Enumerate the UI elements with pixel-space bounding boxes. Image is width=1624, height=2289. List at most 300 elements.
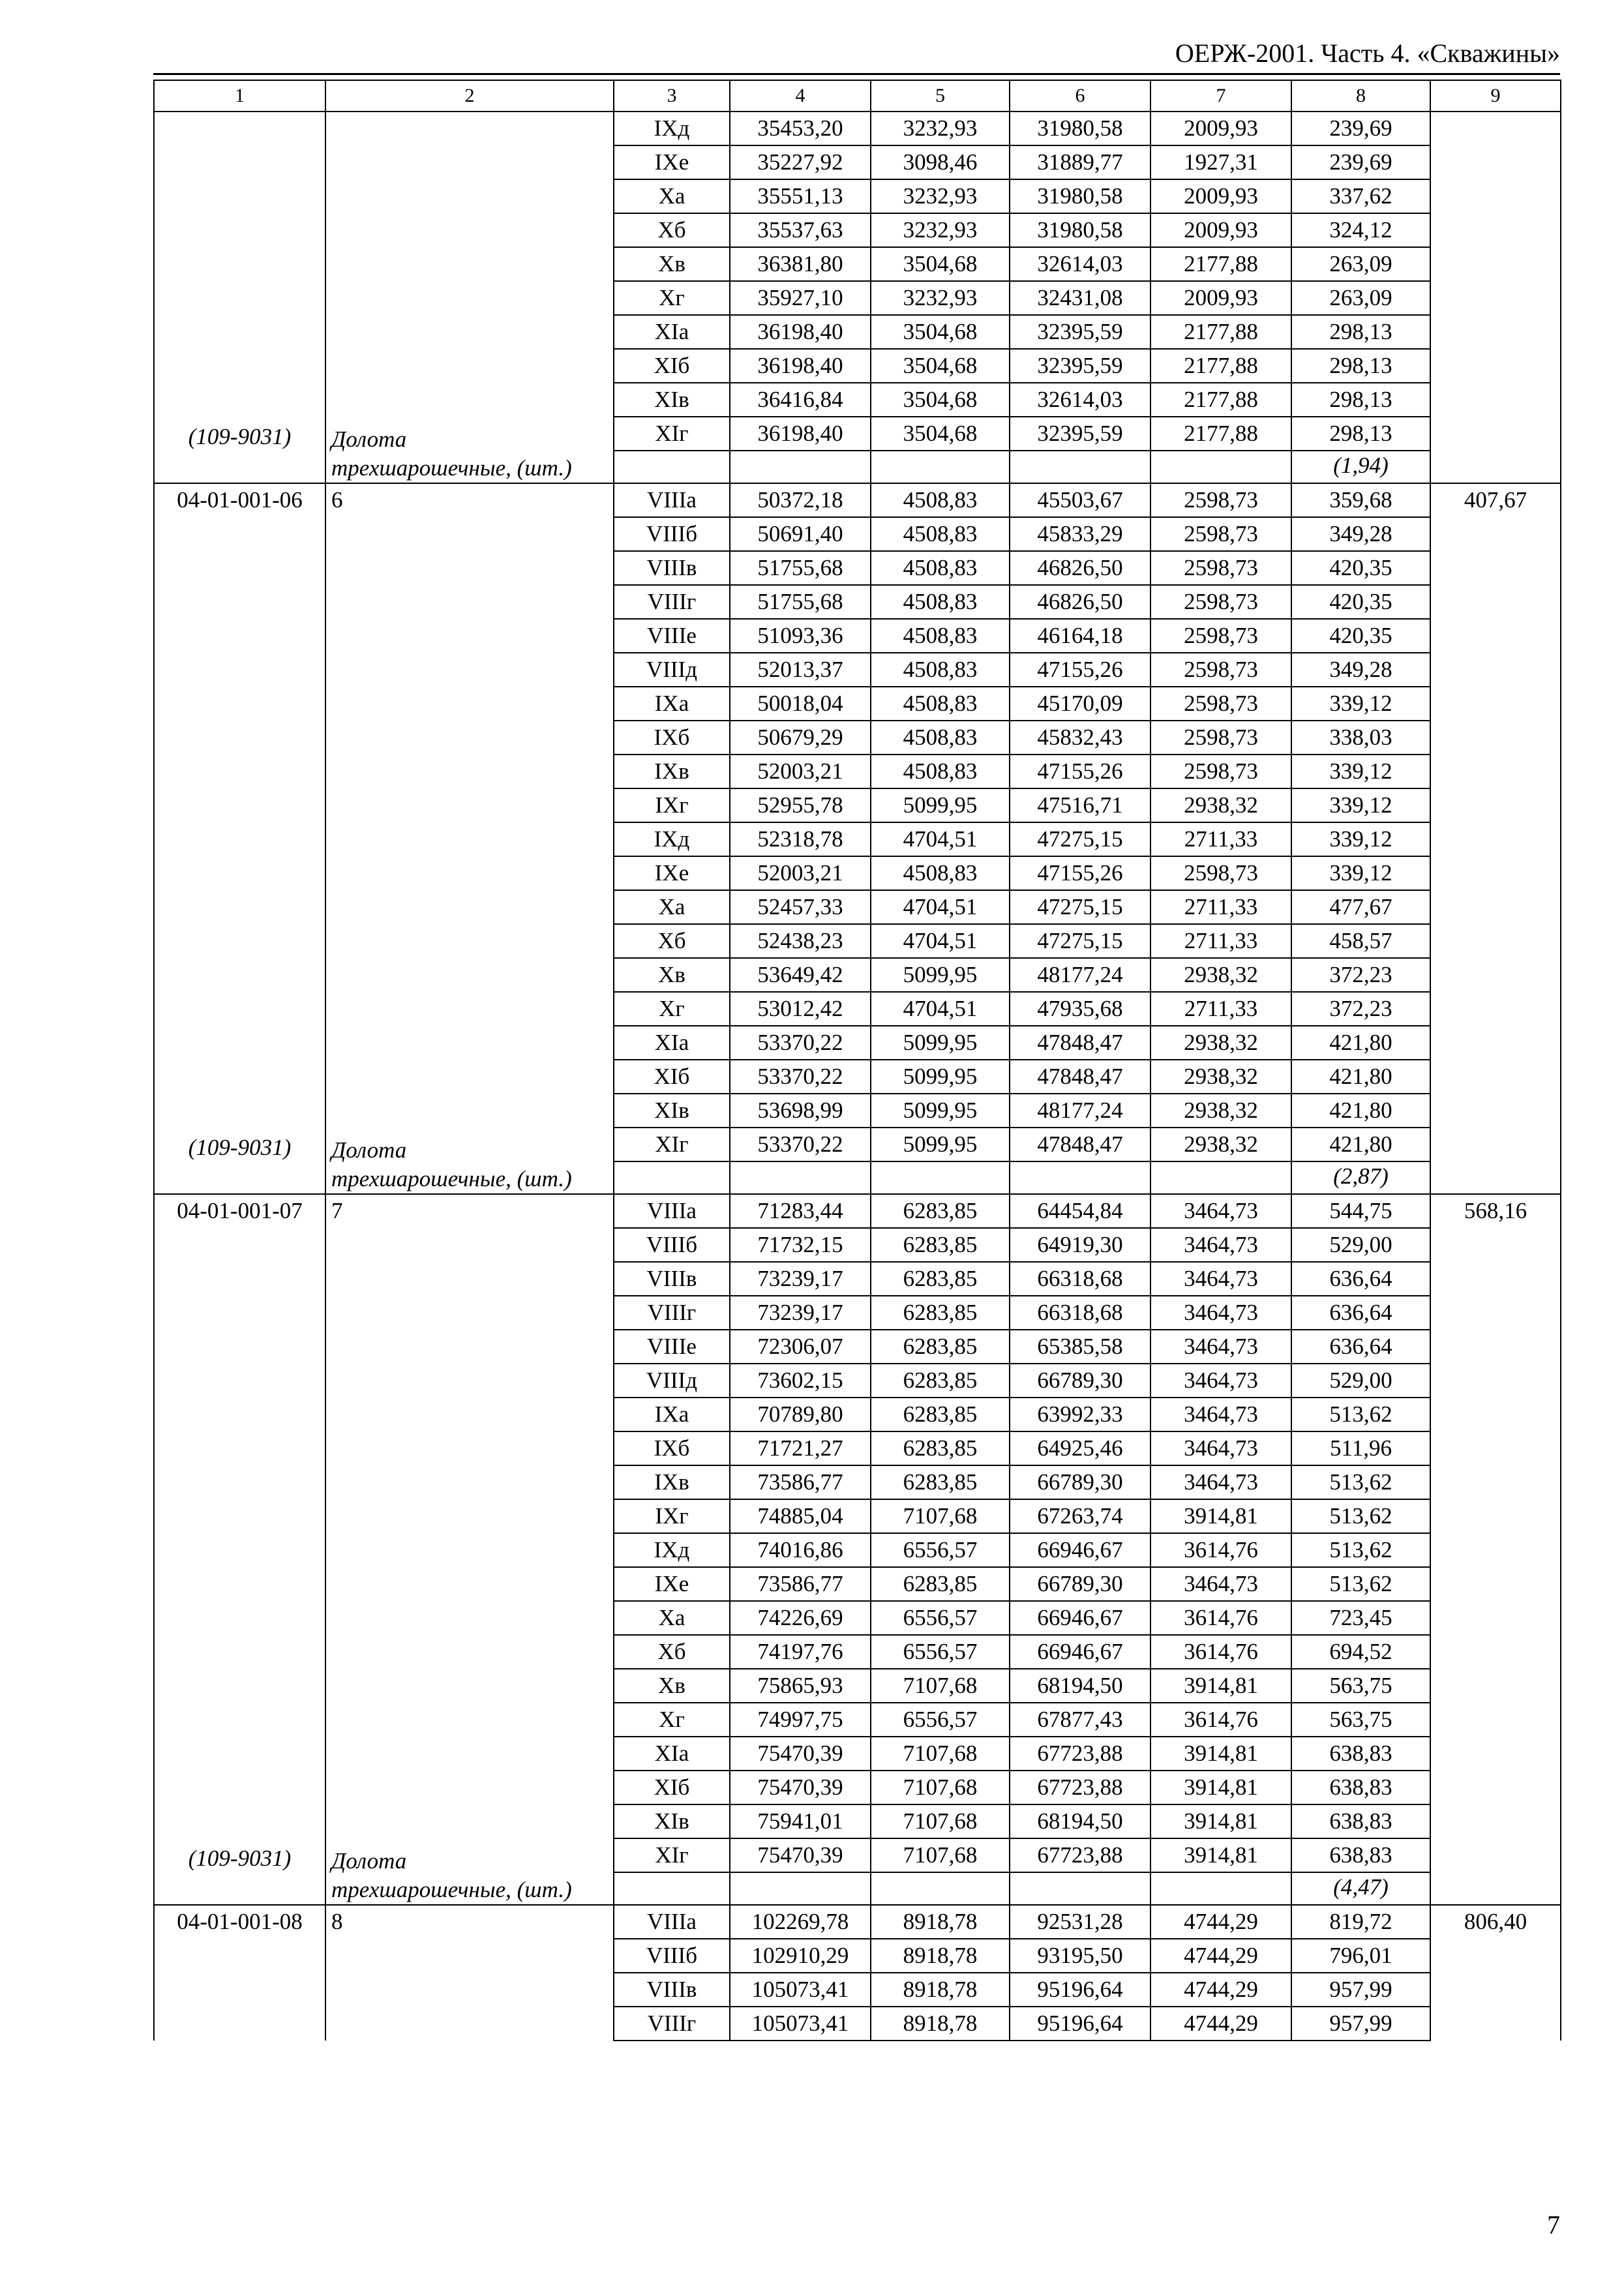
value-cell-col6: 48177,24 [1010, 1094, 1150, 1128]
value-cell-col5: 3098,46 [871, 145, 1010, 179]
value-cell-col6: 45170,09 [1010, 687, 1150, 721]
value-cell-col7: 2009,93 [1150, 281, 1291, 315]
value-cell-col8: 638,83 [1291, 1804, 1430, 1838]
value-cell-col5: 7107,68 [871, 1771, 1010, 1804]
value-cell-col6: 66946,67 [1010, 1635, 1150, 1669]
value-cell-col6: 47275,15 [1010, 924, 1150, 958]
value-cell-col5: 4508,83 [871, 653, 1010, 687]
value-cell-col8: 324,12 [1291, 213, 1430, 247]
value-cell-col4: 75470,39 [730, 1737, 871, 1771]
value-cell-col8: 819,72 [1291, 1905, 1430, 1939]
value-cell-col7: 2598,73 [1150, 856, 1291, 890]
page-number: 7 [1547, 2210, 1560, 2239]
zone-cell: XIа [614, 1026, 730, 1060]
zone-cell: Xа [614, 890, 730, 924]
value-cell-col4: 73586,77 [730, 1567, 871, 1601]
rate-name-cell [325, 1905, 614, 2041]
zone-cell: Xа [614, 1601, 730, 1635]
empty-cell [1010, 1161, 1150, 1194]
rate-name: 6 [331, 487, 343, 513]
zone-cell: Xв [614, 958, 730, 992]
value-cell-col8: 796,01 [1291, 1939, 1430, 1973]
value-cell-col4: 53370,22 [730, 1060, 871, 1094]
value-cell-col4: 52955,78 [730, 788, 871, 822]
value-cell-col7: 3914,81 [1150, 1804, 1291, 1838]
value-cell-col8: 511,96 [1291, 1431, 1430, 1465]
zone-cell: XIв [614, 1094, 730, 1128]
value-cell-col4: 102910,29 [730, 1939, 871, 1973]
value-cell-col8: 339,12 [1291, 822, 1430, 856]
zone-cell: VIIIб [614, 517, 730, 551]
value-cell-col7: 1927,31 [1150, 145, 1291, 179]
zone-cell: VIIIа [614, 1905, 730, 1939]
zone-cell: VIIIб [614, 1228, 730, 1262]
value-cell-col5: 6556,57 [871, 1703, 1010, 1737]
value-cell-col5: 4704,51 [871, 924, 1010, 958]
table-body [154, 80, 1561, 2041]
zone-cell: IXе [614, 856, 730, 890]
value-cell-col8: 337,62 [1291, 179, 1430, 213]
zone-cell: IXг [614, 1499, 730, 1533]
rate-code-cell [154, 483, 325, 1194]
value-cell-col8: 957,99 [1291, 2007, 1430, 2041]
empty-cell [871, 1161, 1010, 1194]
resource-value: (2,87) [1291, 1161, 1430, 1194]
zone-cell: Xг [614, 992, 730, 1026]
zone-cell: IXа [614, 687, 730, 721]
value-cell-col4: 51755,68 [730, 551, 871, 585]
value-cell-col6: 32431,08 [1010, 281, 1150, 315]
value-cell-col6: 95196,64 [1010, 1973, 1150, 2007]
value-cell-col5: 7107,68 [871, 1737, 1010, 1771]
zone-cell: Xб [614, 924, 730, 958]
value-cell-col6: 47848,47 [1010, 1128, 1150, 1161]
value-cell-col6: 47935,68 [1010, 992, 1150, 1026]
value-cell-col7: 4744,29 [1150, 1973, 1291, 2007]
value-cell-col5: 6556,57 [871, 1635, 1010, 1669]
value-cell-col7: 2938,32 [1150, 1094, 1291, 1128]
resource-code: (109-9031) [188, 1846, 292, 1871]
value-cell-col4: 52318,78 [730, 822, 871, 856]
value-cell-col7: 2938,32 [1150, 1026, 1291, 1060]
table-row [154, 483, 1561, 517]
value-cell-col4: 73239,17 [730, 1262, 871, 1296]
value-cell-col8: 421,80 [1291, 1128, 1430, 1161]
value-cell-col7: 3614,76 [1150, 1533, 1291, 1567]
value-cell-col4: 52457,33 [730, 890, 871, 924]
column-number: 6 [1010, 80, 1150, 112]
value-cell-col4: 50018,04 [730, 687, 871, 721]
zone-cell: IXб [614, 721, 730, 755]
value-cell-col6: 47155,26 [1010, 856, 1150, 890]
value-cell-col8: 477,67 [1291, 890, 1430, 924]
value-cell-col5: 6283,85 [871, 1364, 1010, 1398]
empty-cell [1010, 451, 1150, 483]
value-cell-col5: 6283,85 [871, 1228, 1010, 1262]
value-cell-col5: 3232,93 [871, 179, 1010, 213]
value-cell-col6: 95196,64 [1010, 2007, 1150, 2041]
value-cell-col5: 5099,95 [871, 958, 1010, 992]
value-cell-col5: 6283,85 [871, 1567, 1010, 1601]
value-cell-col4: 36198,40 [730, 315, 871, 349]
value-cell-col6: 45832,43 [1010, 721, 1150, 755]
zone-cell: VIIIе [614, 1330, 730, 1364]
resource-code: (109-9031) [188, 1135, 292, 1160]
value-cell-col7: 2598,73 [1150, 653, 1291, 687]
value-cell-col8: 529,00 [1291, 1364, 1430, 1398]
value-cell-col4: 74997,75 [730, 1703, 871, 1737]
value-cell-col5: 3504,68 [871, 315, 1010, 349]
value-cell-col7: 2177,88 [1150, 315, 1291, 349]
value-cell-col4: 74197,76 [730, 1635, 871, 1669]
value-cell-col4: 35537,63 [730, 213, 871, 247]
value-cell-col8: 420,35 [1291, 619, 1430, 653]
value-cell-col4: 75941,01 [730, 1804, 871, 1838]
empty-cell [1150, 1872, 1291, 1905]
rate-code-cell [154, 112, 325, 483]
value-cell-col8: 694,52 [1291, 1635, 1430, 1669]
value-cell-col8: 957,99 [1291, 1973, 1430, 2007]
zone-cell: Xб [614, 1635, 730, 1669]
value-cell-col4: 52438,23 [730, 924, 871, 958]
value-cell-col8: 372,23 [1291, 958, 1430, 992]
resource-name-line: трехшарошечные, (шт.) [331, 1166, 572, 1191]
value-cell-col5: 6283,85 [871, 1194, 1010, 1228]
value-cell-col8: 638,83 [1291, 1838, 1430, 1872]
value-cell-col5: 8918,78 [871, 2007, 1010, 2041]
value-cell-col4: 75470,39 [730, 1771, 871, 1804]
value-cell-col7: 3914,81 [1150, 1669, 1291, 1703]
value-cell-col8: 529,00 [1291, 1228, 1430, 1262]
value-cell-col6: 31889,77 [1010, 145, 1150, 179]
column-number: 1 [154, 80, 325, 112]
value-cell-col5: 5099,95 [871, 1060, 1010, 1094]
value-cell-col5: 6283,85 [871, 1398, 1010, 1431]
value-cell-col7: 2711,33 [1150, 924, 1291, 958]
value-cell-col4: 105073,41 [730, 2007, 871, 2041]
empty-cell [871, 451, 1010, 483]
zone-cell: XIб [614, 1771, 730, 1804]
zone-cell: IXд [614, 822, 730, 856]
value-cell-col5: 7107,68 [871, 1499, 1010, 1533]
zone-cell: IXа [614, 1398, 730, 1431]
value-cell-col7: 2009,93 [1150, 112, 1291, 145]
value-cell-col5: 3232,93 [871, 112, 1010, 145]
value-cell-col6: 46826,50 [1010, 551, 1150, 585]
value-cell-col7: 2938,32 [1150, 1128, 1291, 1161]
zone-cell: IXв [614, 1465, 730, 1499]
resource-code: (109-9031) [188, 424, 292, 449]
column-number: 4 [730, 80, 871, 112]
value-cell-col6: 93195,50 [1010, 1939, 1150, 1973]
value-cell-col4: 74885,04 [730, 1499, 871, 1533]
resource-name [331, 1136, 610, 1193]
rate-name: 7 [331, 1198, 343, 1223]
value-cell-col6: 63992,33 [1010, 1398, 1150, 1431]
empty-cell [1150, 451, 1291, 483]
zone-cell: VIIIе [614, 619, 730, 653]
value-cell-col8: 263,09 [1291, 281, 1430, 315]
value-cell-col5: 4508,83 [871, 483, 1010, 517]
resource-name [331, 425, 610, 483]
value-cell-col4: 74016,86 [730, 1533, 871, 1567]
value-cell-col6: 64454,84 [1010, 1194, 1150, 1228]
value-cell-col8: 339,12 [1291, 788, 1430, 822]
value-cell-col6: 67877,43 [1010, 1703, 1150, 1737]
zone-cell: Xг [614, 281, 730, 315]
value-cell-col6: 64925,46 [1010, 1431, 1150, 1465]
resource-name-line: трехшарошечные, (шт.) [331, 455, 572, 481]
zone-cell: IXд [614, 112, 730, 145]
value-cell-col6: 65385,58 [1010, 1330, 1150, 1364]
value-cell-col7: 3464,73 [1150, 1228, 1291, 1262]
value-cell-col7: 2177,88 [1150, 349, 1291, 383]
rate-name-cell [325, 112, 614, 483]
zone-cell: Xв [614, 1669, 730, 1703]
value-cell-col8: 239,69 [1291, 145, 1430, 179]
zone-cell: VIIIв [614, 551, 730, 585]
value-cell-col4: 53649,42 [730, 958, 871, 992]
value-cell-col8: 263,09 [1291, 247, 1430, 281]
value-cell-col5: 5099,95 [871, 788, 1010, 822]
column-number: 8 [1291, 80, 1430, 112]
zone-cell: VIIIв [614, 1262, 730, 1296]
value-cell-col4: 36198,40 [730, 417, 871, 451]
value-cell-col7: 3914,81 [1150, 1499, 1291, 1533]
value-cell-col6: 68194,50 [1010, 1669, 1150, 1703]
value-cell-col8: 563,75 [1291, 1703, 1430, 1737]
empty-cell [1010, 1872, 1150, 1905]
value-cell-col7: 2938,32 [1150, 958, 1291, 992]
value-cell-col8: 636,64 [1291, 1296, 1430, 1330]
value-cell-col8: 638,83 [1291, 1771, 1430, 1804]
value-cell-col5: 4704,51 [871, 822, 1010, 856]
value-cell-col5: 4704,51 [871, 992, 1010, 1026]
value-cell-col5: 4704,51 [871, 890, 1010, 924]
value-cell-col6: 66789,30 [1010, 1364, 1150, 1398]
value-cell-col5: 4508,83 [871, 619, 1010, 653]
value-cell-col7: 2177,88 [1150, 417, 1291, 451]
column-number: 7 [1150, 80, 1291, 112]
value-cell-col7: 2009,93 [1150, 179, 1291, 213]
resource-name-line: Долота [331, 1137, 407, 1163]
value-cell-col8: 239,69 [1291, 112, 1430, 145]
zone-cell: XIг [614, 417, 730, 451]
zone-cell: VIIIб [614, 1939, 730, 1973]
value-cell-col4: 35453,20 [730, 112, 871, 145]
value-cell-col7: 2598,73 [1150, 619, 1291, 653]
value-cell-col8: 349,28 [1291, 517, 1430, 551]
value-cell-col6: 31980,58 [1010, 179, 1150, 213]
zone-cell: XIб [614, 349, 730, 383]
rate-code: 04-01-001-06 [177, 487, 303, 513]
value-cell-col6: 66789,30 [1010, 1567, 1150, 1601]
value-cell-col4: 73239,17 [730, 1296, 871, 1330]
value-cell-col4: 35227,92 [730, 145, 871, 179]
value-cell-col8: 421,80 [1291, 1026, 1430, 1060]
value-cell-col5: 6556,57 [871, 1601, 1010, 1635]
table-row [154, 1905, 1561, 1939]
value-cell-col4: 36198,40 [730, 349, 871, 383]
zone-cell: Xб [614, 213, 730, 247]
value-cell-col7: 3614,76 [1150, 1703, 1291, 1737]
value-cell-col8: 544,75 [1291, 1194, 1430, 1228]
zone-cell: IXе [614, 145, 730, 179]
zone-cell: VIIIд [614, 1364, 730, 1398]
value-cell-col6: 66318,68 [1010, 1262, 1150, 1296]
value-cell-col8: 420,35 [1291, 585, 1430, 619]
resource-name-line: трехшарошечные, (шт.) [331, 1877, 572, 1902]
value-cell-col7: 3464,73 [1150, 1330, 1291, 1364]
resource-value: (4,47) [1291, 1872, 1430, 1905]
rate-code-cell [154, 1194, 325, 1905]
value-cell-col6: 48177,24 [1010, 958, 1150, 992]
value-cell-col7: 2598,73 [1150, 551, 1291, 585]
value-cell-col7: 3464,73 [1150, 1431, 1291, 1465]
value-cell-col7: 3464,73 [1150, 1296, 1291, 1330]
value-cell-col8: 513,62 [1291, 1567, 1430, 1601]
rate-code: 04-01-001-08 [177, 1909, 303, 1934]
value-cell-col4: 72306,07 [730, 1330, 871, 1364]
zone-cell: Xв [614, 247, 730, 281]
empty-cell [1150, 1161, 1291, 1194]
value-cell-col8: 636,64 [1291, 1330, 1430, 1364]
value-cell-col5: 4508,83 [871, 856, 1010, 890]
value-cell-col8: 420,35 [1291, 551, 1430, 585]
value-cell-col8: 513,62 [1291, 1499, 1430, 1533]
value-cell-col8: 298,13 [1291, 349, 1430, 383]
zone-cell: VIIIд [614, 653, 730, 687]
zone-cell: XIв [614, 383, 730, 417]
resource-value: (1,94) [1291, 451, 1430, 483]
value-cell-col5: 4508,83 [871, 755, 1010, 788]
value-cell-col7: 2598,73 [1150, 585, 1291, 619]
value-cell-col6: 32614,03 [1010, 247, 1150, 281]
value-cell-col7: 3614,76 [1150, 1601, 1291, 1635]
value-cell-col8: 513,62 [1291, 1533, 1430, 1567]
zone-cell: XIг [614, 1838, 730, 1872]
value-cell-col4: 75470,39 [730, 1838, 871, 1872]
value-cell-col5: 7107,68 [871, 1838, 1010, 1872]
empty-cell [730, 1872, 871, 1905]
zone-cell: IXг [614, 788, 730, 822]
value-cell-col5: 3504,68 [871, 349, 1010, 383]
value-cell-col7: 4744,29 [1150, 2007, 1291, 2041]
value-cell-col4: 36381,80 [730, 247, 871, 281]
value-cell-col5: 3504,68 [871, 383, 1010, 417]
value-cell-col7: 2177,88 [1150, 247, 1291, 281]
value-cell-col7: 4744,29 [1150, 1939, 1291, 1973]
value-cell-col4: 52003,21 [730, 755, 871, 788]
value-cell-col4: 74226,69 [730, 1601, 871, 1635]
empty-cell [730, 1161, 871, 1194]
value-cell-col6: 66946,67 [1010, 1601, 1150, 1635]
value-cell-col6: 47848,47 [1010, 1026, 1150, 1060]
value-cell-col4: 35551,13 [730, 179, 871, 213]
col9-cell [1430, 112, 1561, 483]
zone-cell: VIIIг [614, 585, 730, 619]
value-cell-col6: 45833,29 [1010, 517, 1150, 551]
column-number: 5 [871, 80, 1010, 112]
value-cell-col6: 31980,58 [1010, 213, 1150, 247]
value-cell-col4: 53012,42 [730, 992, 871, 1026]
empty-cell [871, 1872, 1010, 1905]
value-cell-col5: 5099,95 [871, 1094, 1010, 1128]
value-cell-col8: 339,12 [1291, 687, 1430, 721]
value-cell-col8: 458,57 [1291, 924, 1430, 958]
value-cell-col8: 298,13 [1291, 315, 1430, 349]
value-cell-col8: 421,80 [1291, 1094, 1430, 1128]
value-cell-col4: 52013,37 [730, 653, 871, 687]
value-cell-col6: 46164,18 [1010, 619, 1150, 653]
value-cell-col5: 4508,83 [871, 687, 1010, 721]
zone-cell: IXе [614, 1567, 730, 1601]
value-cell-col6: 64919,30 [1010, 1228, 1150, 1262]
value-cell-col6: 32395,59 [1010, 315, 1150, 349]
zone-cell: XIб [614, 1060, 730, 1094]
value-cell-col8: 723,45 [1291, 1601, 1430, 1635]
value-cell-col8: 563,75 [1291, 1669, 1430, 1703]
value-cell-col6: 67263,74 [1010, 1499, 1150, 1533]
zone-cell: IXб [614, 1431, 730, 1465]
value-cell-col4: 52003,21 [730, 856, 871, 890]
value-cell-col7: 3914,81 [1150, 1771, 1291, 1804]
value-cell-col4: 51755,68 [730, 585, 871, 619]
value-cell-col6: 92531,28 [1010, 1905, 1150, 1939]
price-table [153, 80, 1561, 2041]
value-cell-col5: 4508,83 [871, 585, 1010, 619]
value-cell-col4: 53698,99 [730, 1094, 871, 1128]
value-cell-col7: 3464,73 [1150, 1194, 1291, 1228]
zone-cell: XIг [614, 1128, 730, 1161]
value-cell-col5: 6283,85 [871, 1465, 1010, 1499]
value-cell-col6: 47516,71 [1010, 788, 1150, 822]
value-cell-col6: 32395,59 [1010, 417, 1150, 451]
zone-cell: VIIIв [614, 1973, 730, 2007]
empty-cell [614, 1161, 730, 1194]
value-cell-col5: 3232,93 [871, 213, 1010, 247]
zone-cell: VIIIг [614, 2007, 730, 2041]
empty-cell [614, 451, 730, 483]
zone-cell: XIа [614, 1737, 730, 1771]
value-cell-col6: 46826,50 [1010, 585, 1150, 619]
value-cell-col6: 67723,88 [1010, 1838, 1150, 1872]
value-cell-col4: 53370,22 [730, 1026, 871, 1060]
value-cell-col7: 3464,73 [1150, 1364, 1291, 1398]
zone-cell: IXд [614, 1533, 730, 1567]
value-cell-col4: 75865,93 [730, 1669, 871, 1703]
value-cell-col6: 66946,67 [1010, 1533, 1150, 1567]
value-cell-col6: 47275,15 [1010, 822, 1150, 856]
value-cell-col7: 2711,33 [1150, 992, 1291, 1026]
resource-name [331, 1847, 610, 1904]
value-cell-col8: 359,68 [1291, 483, 1430, 517]
value-cell-col7: 3464,73 [1150, 1465, 1291, 1499]
value-cell-col8: 513,62 [1291, 1398, 1430, 1431]
value-cell-col5: 6283,85 [871, 1262, 1010, 1296]
column-number: 2 [325, 80, 614, 112]
empty-cell [614, 1872, 730, 1905]
value-cell-col7: 3464,73 [1150, 1567, 1291, 1601]
value-cell-col6: 31980,58 [1010, 112, 1150, 145]
header-rule [153, 73, 1560, 75]
value-cell-col5: 4508,83 [871, 551, 1010, 585]
value-cell-col7: 2598,73 [1150, 517, 1291, 551]
value-cell-col5: 8918,78 [871, 1939, 1010, 1973]
value-cell-col5: 5099,95 [871, 1128, 1010, 1161]
value-cell-col6: 32395,59 [1010, 349, 1150, 383]
value-cell-col8: 298,13 [1291, 383, 1430, 417]
